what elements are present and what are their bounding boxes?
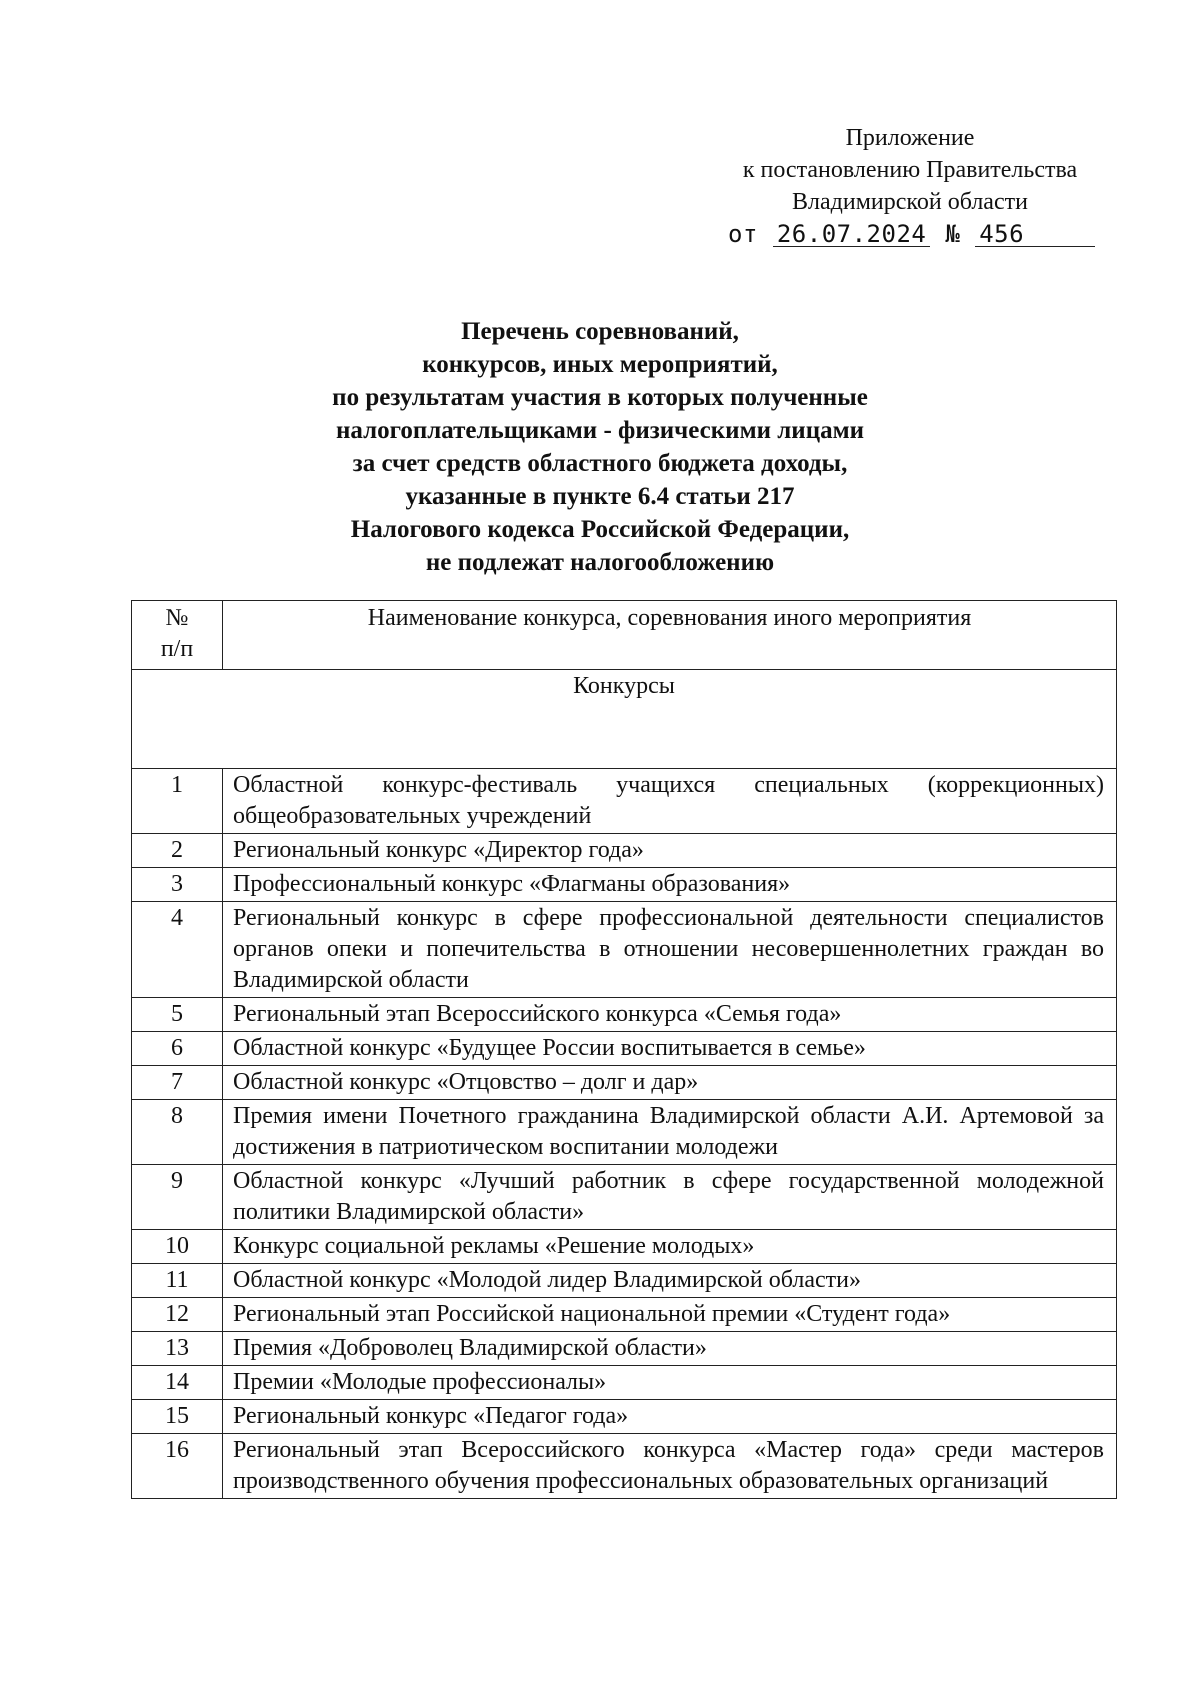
row-name: Премия «Доброволец Владимирской области»	[223, 1332, 1117, 1366]
table-row	[132, 769, 1117, 834]
row-name: Региональный конкурс «Педагог года»	[223, 1400, 1117, 1434]
row-number: 1	[132, 769, 223, 834]
section-row	[132, 670, 1117, 769]
title-line: указанные в пункте 6.4 статьи 217	[405, 483, 795, 510]
row-number: 15	[132, 1400, 223, 1434]
document-title	[160, 315, 1040, 579]
title-line: по результатам участия в которых полученные	[332, 384, 868, 411]
row-number: 2	[132, 834, 223, 868]
table-row	[132, 1298, 1117, 1332]
row-number: 8	[132, 1100, 223, 1165]
row-name: Премия имени Почетного гражданина Владимирской области А.И. Артемовой за достижения в патриотическом воспитании молодежи	[223, 1100, 1117, 1165]
row-name: Региональный этап Всероссийского конкурса «Семья года»	[223, 998, 1117, 1032]
row-number: 7	[132, 1066, 223, 1100]
row-name: Региональный этап Российской национальной премии «Студент года»	[223, 1298, 1117, 1332]
table-row	[132, 1165, 1117, 1230]
table-row	[132, 1434, 1117, 1499]
column-header-number-line1: №	[165, 605, 189, 631]
row-name: Областной конкурс «Отцовство – долг и дар»	[223, 1066, 1117, 1100]
row-name: Профессиональный конкурс «Флагманы образования»	[223, 868, 1117, 902]
table-row	[132, 1332, 1117, 1366]
decree-reference: к постановлению Правительства	[742, 157, 1078, 183]
table-row	[132, 1032, 1117, 1066]
decree-date: 26.07.2024	[773, 222, 931, 247]
column-header-name: Наименование конкурса, соревнования иного мероприятия	[223, 601, 1117, 670]
title-line: Перечень соревнований,	[461, 318, 739, 345]
row-number: 10	[132, 1230, 223, 1264]
row-name: Конкурс социальной рекламы «Решение молодых»	[223, 1230, 1117, 1264]
row-name: Региональный конкурс «Директор года»	[223, 834, 1117, 868]
table-row	[132, 1230, 1117, 1264]
row-number: 11	[132, 1264, 223, 1298]
column-header-number	[132, 601, 223, 670]
row-name: Областной конкурс «Молодой лидер Владимирской области»	[223, 1264, 1117, 1298]
title-line: не подлежат налогообложению	[425, 549, 775, 576]
table-row	[132, 1366, 1117, 1400]
competitions-table	[131, 600, 1117, 1499]
table-row	[132, 902, 1117, 998]
table-row	[132, 998, 1117, 1032]
table-row	[132, 1066, 1117, 1100]
number-sign: №	[945, 220, 961, 248]
title-line: за счет средств областного бюджета доходы,	[352, 450, 848, 477]
row-number: 5	[132, 998, 223, 1032]
column-header-number-line2: п/п	[160, 636, 194, 662]
decree-number: 456	[975, 222, 1095, 247]
section-title: Конкурсы	[132, 670, 1117, 769]
row-number: 9	[132, 1165, 223, 1230]
row-name: Региональный этап Всероссийского конкурса «Мастер года» среди мастеров производственного обучения профессиональных образовательных организаций	[223, 1434, 1117, 1499]
row-number: 16	[132, 1434, 223, 1499]
row-number: 12	[132, 1298, 223, 1332]
table-header-row	[132, 601, 1117, 670]
decree-date-number	[728, 220, 1095, 248]
table-row	[132, 1400, 1117, 1434]
row-number: 3	[132, 868, 223, 902]
row-name: Премии «Молодые профессионалы»	[223, 1366, 1117, 1400]
row-number: 6	[132, 1032, 223, 1066]
date-prefix: от	[728, 220, 758, 248]
row-number: 13	[132, 1332, 223, 1366]
row-name: Областной конкурс «Будущее России воспитывается в семье»	[223, 1032, 1117, 1066]
appendix-header	[690, 122, 1130, 218]
title-line: налогоплательщиками - физическими лицами	[335, 417, 865, 444]
title-line: конкурсов, иных мероприятий,	[422, 351, 778, 378]
table-row	[132, 1264, 1117, 1298]
table-row	[132, 868, 1117, 902]
table-row	[132, 1100, 1117, 1165]
row-name: Областной конкурс «Лучший работник в сфере государственной молодежной политики Владимирской области»	[223, 1165, 1117, 1230]
region-name: Владимирской области	[792, 189, 1028, 215]
row-number: 4	[132, 902, 223, 998]
row-number: 14	[132, 1366, 223, 1400]
title-line: Налогового кодекса Российской Федерации,	[350, 516, 850, 543]
row-name: Региональный конкурс в сфере профессиональной деятельности специалистов органов опеки и попечительства в отношении несовершеннолетних граждан во Владимирской области	[223, 902, 1117, 998]
appendix-label: Приложение	[845, 125, 975, 151]
table-row	[132, 834, 1117, 868]
row-name: Областной конкурс-фестиваль учащихся специальных (коррекционных) общеобразовательных учреждений	[223, 769, 1117, 834]
